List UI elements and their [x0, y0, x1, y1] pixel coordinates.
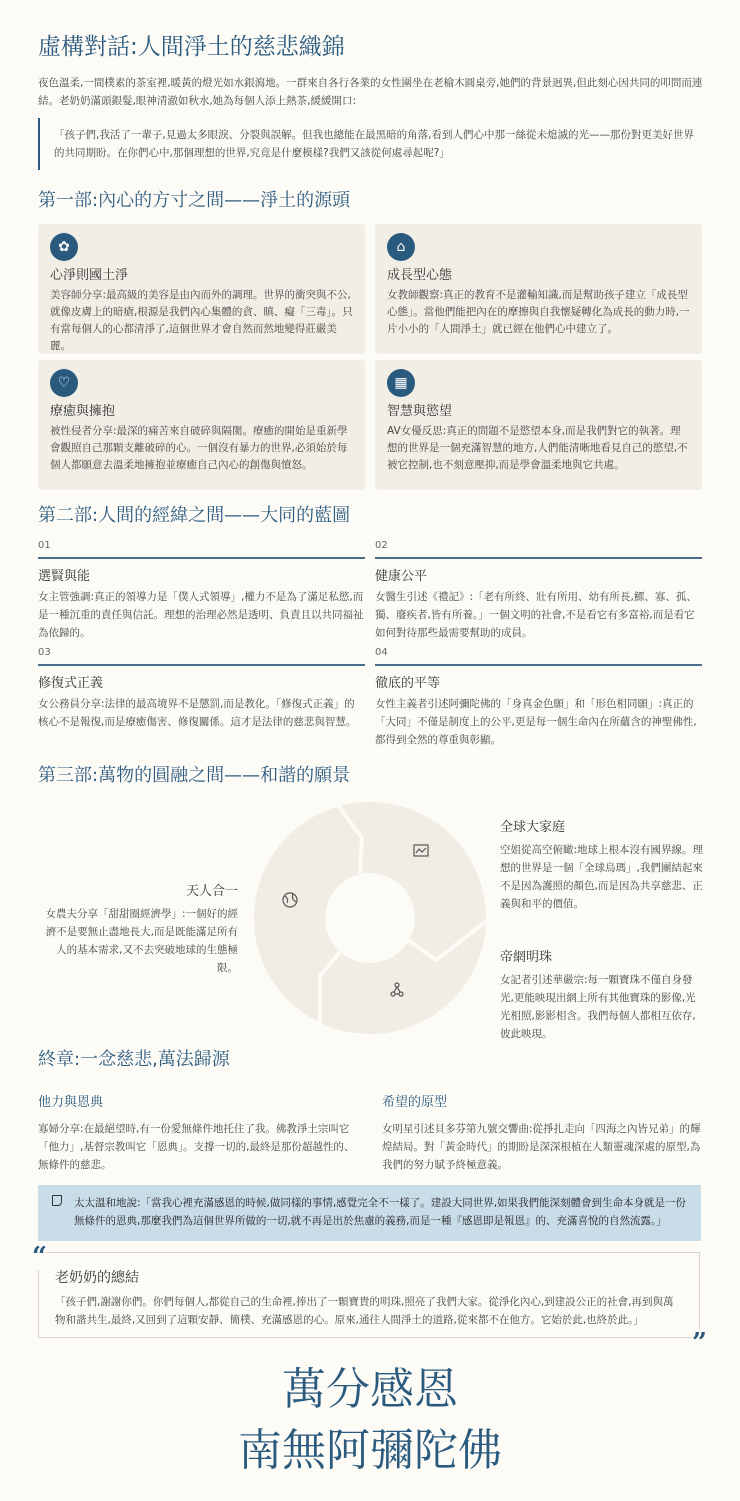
card-title: 心淨則國土淨 — [50, 268, 129, 283]
close-quote-icon: ” — [692, 1328, 707, 1358]
opening-quote — [38, 118, 704, 170]
page-title: 虛構對話:人間淨土的慈悲織錦 — [38, 34, 345, 60]
closing-line-2: 南無阿彌陀佛 — [238, 1425, 502, 1476]
item-title: 健康公平 — [375, 569, 428, 584]
summary-title: 老奶奶的總結 — [55, 1270, 139, 1286]
card-healing — [38, 360, 365, 490]
item-text: 女醫生引述《禮記》:「老有所終、壯有所用、幼有所長,鰥、寡、孤、獨、廢疾者,皆有所養。」一個文明的社會,不是看它有多富裕,而是看它如何對待那些最需要幫助的成員。 — [375, 591, 697, 639]
item-title: 修復式正義 — [38, 676, 104, 691]
subsection-title: 希望的原型 — [382, 1095, 448, 1110]
item-number: 03 — [38, 647, 51, 658]
card-growth-mindset — [375, 224, 702, 354]
closing-line-1: 萬分感恩 — [282, 1364, 458, 1415]
donut-hole — [325, 873, 415, 963]
harmony-text: 女記者引述華嚴宗:每一顆寶珠不僅自身發光,更能映現出網上所有其他寶珠的影像,光光相照,影影相含。我們每個人都相互依存,彼此映現。 — [500, 974, 696, 1040]
list-item — [375, 540, 702, 642]
opening-quote-text: 「孩子們,我活了一輩子,見過太多眼淚、分裂與誤解。但我也總能在最黑暗的角落,看到人們心中那一絲從未熄滅的光——那份對更美好世界的共同期盼。在你們心中,那個理想的世界,究竟是什麼模樣?我們又該從何處尋起呢?」 — [54, 129, 695, 159]
flower-icon: ✿ — [50, 233, 78, 261]
open-quote-icon: “ — [32, 1242, 47, 1272]
subsection-text: 寡婦分享:在最絕望時,有一份愛無條件地托住了我。佛教淨土宗叫它「他力」,基督宗教叫它「恩典」。支撐一切的,最終是那份超越性的、無條件的慈悲。 — [38, 1123, 355, 1171]
harmony-title: 天人合一 — [185, 884, 238, 899]
part2-heading: 第二部:人間的經緯之間——大同的藍圖 — [38, 505, 351, 526]
harmony-donut — [250, 798, 490, 1038]
divider — [38, 664, 365, 666]
divider — [375, 557, 702, 559]
card-wisdom — [375, 360, 702, 490]
harmony-title: 帝網明珠 — [500, 950, 553, 965]
hand-heart-icon: ♡ — [50, 369, 78, 397]
harmony-bottom-right — [500, 946, 704, 1043]
part4-heading: 終章:一念慈悲,萬法歸源 — [38, 1049, 230, 1070]
card-title: 智慧與慾望 — [387, 404, 453, 419]
subsection-text: 女明星引述貝多芬第九號交響曲:從掙扎走向「四海之內皆兄弟」的輝煌結局。對「黃金時代」的期盼是深深根植在人類靈魂深處的原型,為我們的努力賦予終極意義。 — [382, 1123, 701, 1171]
item-text: 女公務員分享:法律的最高境界不是懲罰,而是教化。「修復式正義」的核心不是報復,而是療癒傷害、修復關係。這才是法律的慈悲與智慧。 — [38, 698, 357, 728]
card-text: AV女優反思:真正的問題不是慾望本身,而是我們對它的執著。理想的世界是一個充滿智慧的地方,人們能清晰地看見自己的慾望,不被它控制,也不刻意壓抑,而是學會溫柔地與它共處。 — [387, 425, 688, 471]
list-item — [38, 647, 365, 731]
list-item — [375, 647, 702, 749]
sprout-house-icon: ⌂ — [387, 233, 415, 261]
subsection-grace — [38, 1091, 358, 1174]
card-text: 美容師分享:最高級的美容是由內而外的調理。世界的衝突與不公,就像皮膚上的暗瘡,根源是我們內心集體的貪、瞋、癡「三毒」。只有當每個人的心都清淨了,這個世界才會自然而然地變得莊嚴美麗。 — [50, 289, 353, 352]
item-text: 女主管強調:真正的領導力是「僕人式領導」,權力不是為了滿足私慾,而是一種沉重的責任與信託。理想的治理必然是透明、負責且以共同福祉為依歸的。 — [38, 591, 364, 639]
summary-box — [38, 1252, 700, 1338]
item-number: 04 — [375, 647, 388, 658]
list-item — [38, 540, 365, 642]
divider — [38, 557, 365, 559]
item-number: 01 — [38, 540, 51, 551]
subsection-hope — [382, 1091, 702, 1174]
part3-heading: 第三部:萬物的圓融之間——和諧的願景 — [38, 765, 351, 786]
harmony-title: 全球大家庭 — [500, 820, 566, 835]
harmony-top-right — [500, 816, 704, 913]
subsection-title: 他力與恩典 — [38, 1095, 104, 1110]
card-title: 療癒與擁抱 — [50, 404, 116, 419]
divider — [375, 664, 702, 666]
card-text: 女教師觀察:真正的教育不是灌輸知識,而是幫助孩子建立「成長型心態」。當他們能把內在的摩擦與自我懷疑轉化為成長的動力時,一片小小的「人間淨土」就已經在他們心中建立了。 — [387, 289, 690, 335]
card-heart-purity — [38, 224, 365, 354]
item-number: 02 — [375, 540, 388, 551]
callout — [38, 1185, 701, 1241]
card-text: 被性侵者分享:最深的痛苦來自破碎與隔閡。療癒的開始是重新學會觀照自己那顆支離破碎的心。一個沒有暴力的世界,必須始於每個人都願意去溫柔地擁抱並療癒自己內心的創傷與憤怒。 — [50, 425, 348, 471]
item-title: 徹底的平等 — [375, 676, 441, 691]
solar-panel-icon: ▦ — [387, 369, 415, 397]
callout-text: 太太溫和地說:「當我心裡充滿感恩的時候,做同樣的事情,感覺完全不一樣了。建設大同世界,如果我們能深刻體會到生命本身就是一份無條件的恩典,那麼我們為這個世界所做的一切,就不再是出於焦慮的義務,而是一種『感恩即是報恩』的、充滿喜悅的自然流露。」 — [74, 1197, 687, 1227]
harmony-text: 空姐從高空俯瞰:地球上根本沒有國界線。理想的世界是一個「全球烏瑪」,我們團結起來不是因為護照的顏色,而是因為共享慈悲、正義與和平的價值。 — [500, 844, 704, 910]
card-title: 成長型心態 — [387, 268, 453, 283]
note-icon — [52, 1195, 62, 1206]
part1-heading: 第一部:內心的方寸之間——淨土的源頭 — [38, 190, 351, 211]
item-title: 選賢與能 — [38, 569, 91, 584]
harmony-left — [38, 880, 238, 977]
summary-text: 「孩子們,謝謝你們。你們每個人,都從自己的生命裡,捧出了一顆寶貴的明珠,照亮了我們大家。從淨化內心,到建設公正的社會,再到與萬物和諧共生,最終,又回到了這顆安靜、簡樸、充滿感恩的心。原來,通往人間淨土的道路,從來都不在他方。它始於此,也終於此。」 — [55, 1296, 674, 1326]
harmony-text: 女農夫分享「甜甜圈經濟學」:一個好的經濟不是要無止盡地長大,而是既能滿足所有人的基本需求,又不去突破地球的生態極限。 — [45, 908, 238, 974]
item-text: 女性主義者引述阿彌陀佛的「身真金色願」和「形色相同願」:真正的「大同」不僅是制度上的公平,更是每一個生命內在所蘊含的神聖佛性,都得到全然的尊重與彰顯。 — [375, 698, 697, 746]
intro-text: 夜色溫柔,一間樸素的茶室裡,暖黃的燈光如水銀瀉地。一群來自各行各業的女性圍坐在老榆木圓桌旁,她們的背景迥異,但此刻心因共同的叩問而連結。老奶奶滿頭銀髮,眼神清澈如秋水,她為每個人添上熱茶,緩緩開口: — [38, 77, 703, 107]
